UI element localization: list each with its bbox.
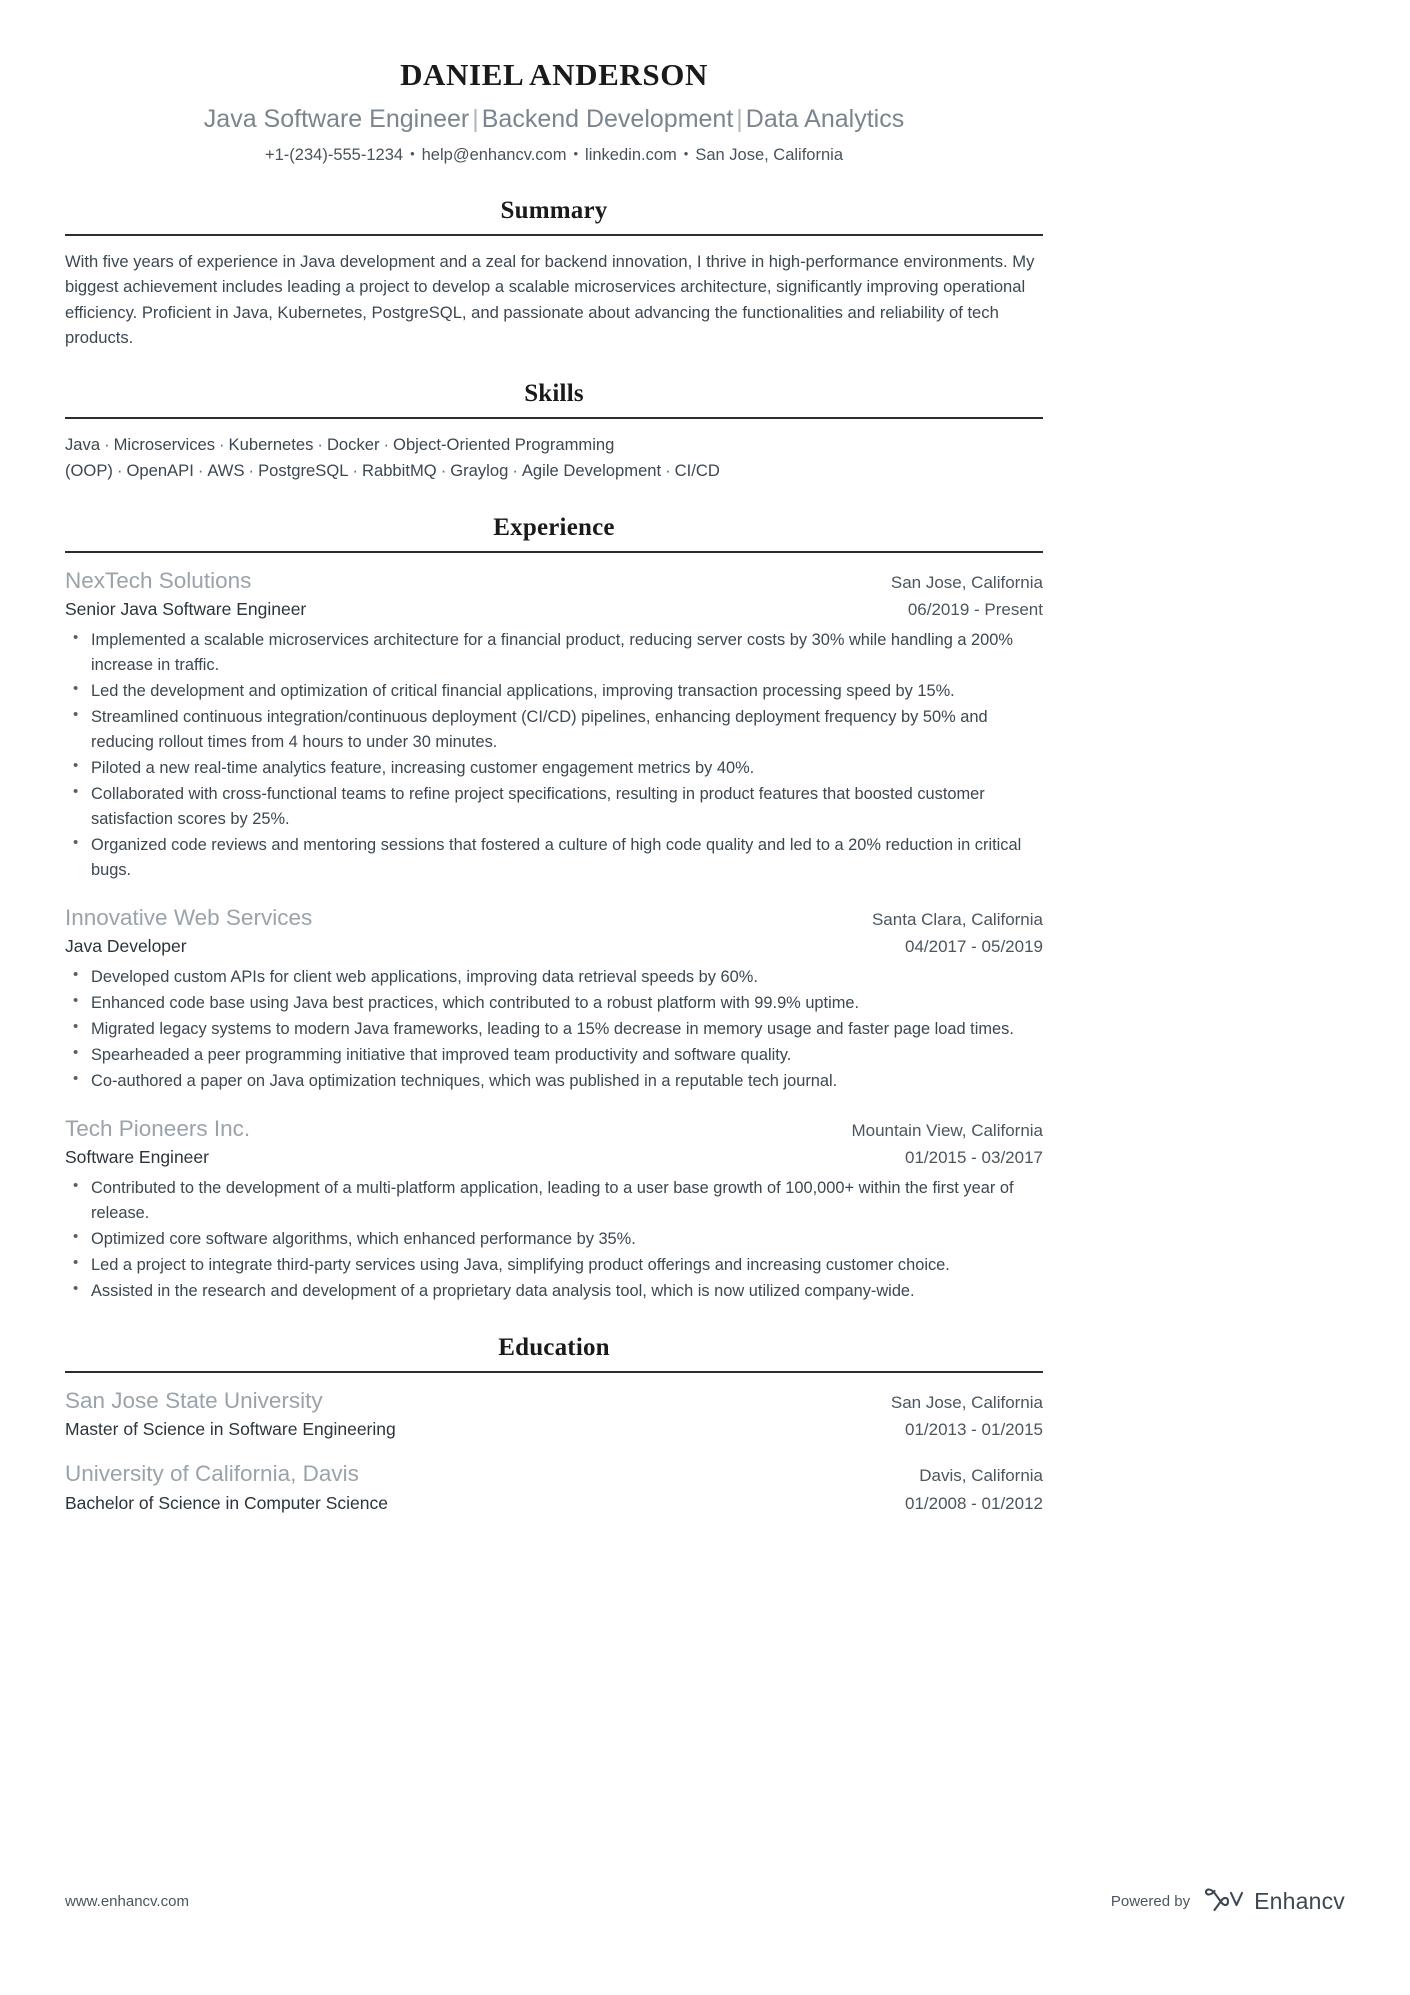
candidate-headline [65,104,1043,135]
achievement-item: • Assisted in the research and development of a proprietary data analysis tool, which is now utilized company-wide. [65,1279,1043,1304]
skill-separator: · [248,461,255,481]
skill-item: Kubernetes [228,435,314,455]
job-title: Senior Java Software Engineer [65,599,307,620]
section-divider [65,234,1043,236]
skill-item: Java [65,435,101,455]
skill-item: CI/CD [674,461,720,481]
achievement-item: • Spearheaded a peer programming initiative that improved team productivity and software quality. [65,1043,1043,1068]
contact-dot-icon: • [410,146,415,162]
skill-separator: · [219,435,225,455]
achievement-item: • Co-authored a paper on Java optimization techniques, which was published in a reputable tech journal. [65,1069,1043,1094]
education-entry [65,1386,1043,1441]
skill-separator: · [317,435,323,455]
contact-location: San Jose, California [695,146,843,165]
enhancv-brand-name: Enhancv [1254,1888,1345,1914]
degree-title: Master of Science in Software Engineering [65,1419,396,1440]
enhancv-brand-mark [1203,1886,1345,1917]
entry-header-row [65,1459,1043,1488]
achievement-item: • Organized code reviews and mentoring sessions that fostered a culture of high code quality and led to a 20% reduction in critical bugs. [65,833,1043,883]
headline-part-2: Data Analytics [745,105,905,134]
experience-entry [65,1114,1043,1304]
entry-subheader-row [65,1146,1043,1169]
achievement-item: • Optimized core software algorithms, which enhanced performance by 35%. [65,1227,1043,1252]
entry-subheader-row [65,935,1043,958]
skill-item: RabbitMQ [361,461,437,481]
job-dates: 06/2019 - Present [907,600,1043,620]
skill-item: Docker [326,435,380,455]
section-divider [65,551,1043,553]
achievement-item: • Piloted a new real-time analytics feature, increasing customer engagement metrics by 40%. [65,756,1043,781]
enhancv-logo-icon [1203,1886,1245,1917]
job-title: Java Developer [65,936,187,957]
powered-by-label: Powered by [1110,1893,1191,1910]
school-location: Davis, California [919,1466,1043,1486]
contact-linkedin[interactable]: linkedin.com [585,146,677,165]
skill-separator: · [665,461,671,481]
skill-item: OpenAPI [126,461,194,481]
skill-item: Graylog [450,461,509,481]
employer-location: Santa Clara, California [871,909,1043,929]
section-experience [65,514,1043,1304]
candidate-name: DANIEL ANDERSON [400,57,708,92]
entry-subheader-row [65,598,1043,621]
achievement-item: • Collaborated with cross-functional teams to refine project specifications, resulting in product features that boosted customer satisfaction scores by 25%. [65,782,1043,832]
headline-separator: | [736,105,743,134]
entry-header-row [65,566,1043,595]
skill-separator: · [440,461,447,481]
skill-item: PostgreSQL [258,461,349,481]
section-heading-experience: Experience [493,514,615,542]
section-divider [65,1371,1043,1373]
section-heading-skills: Skills [524,380,584,408]
contact-line [65,145,1043,166]
employer-location: Mountain View, California [851,1120,1043,1140]
achievement-item: • Enhanced code base using Java best practices, which contributed to a robust platform with 99.9% uptime. [65,991,1043,1016]
experience-entry [65,566,1043,883]
skill-item: Agile Development [521,461,662,481]
job-dates: 01/2015 - 03/2017 [904,1148,1043,1168]
school-name: University of California, Davis [65,1461,359,1487]
section-heading-education: Education [498,1333,610,1361]
achievement-item: • Streamlined continuous integration/continuous deployment (CI/CD) pipelines, enhancing deployment frequency by 50% and reducing rollout times from 4 hours to under 30 minutes. [65,705,1043,755]
education-entry [65,1459,1043,1514]
achievement-item: • Led a project to integrate third-party services using Java, simplifying product offerings and increasing customer choice. [65,1253,1043,1278]
achievement-list [65,628,1043,882]
contact-dot-icon: • [683,146,689,162]
experience-entry [65,903,1043,1094]
achievement-item: • Implemented a scalable microservices architecture for a financial product, reducing server costs by 30% while handling a 200% increase in traffic. [65,628,1043,678]
footer-brand-block [1111,1886,1345,1917]
skill-separator: · [197,461,204,481]
skill-separator: · [116,461,123,481]
section-divider [65,417,1043,419]
degree-dates: 01/2013 - 01/2015 [904,1420,1043,1440]
achievement-item: • Contributed to the development of a multi-platform application, leading to a user base growth of 100,000+ within the first year of release. [65,1176,1043,1226]
summary-text: With five years of experience in Java development and a zeal for backend innovation, I thrive in high-performance environments. My biggest achievement includes leading a project to develop a scalable microservices architecture, significantly improving operational efficiency. Proficient in Java, Kubernetes, PostgreSQL, and passionate about advancing the functionalities and reliability of tech products. [65,251,1035,347]
section-summary [65,197,1043,351]
skill-separator: · [383,435,390,455]
skill-separator: · [104,435,110,455]
headline-separator: | [472,105,479,134]
job-title: Software Engineer [65,1147,209,1168]
school-location: San Jose, California [890,1392,1043,1412]
entry-header-row [65,1114,1043,1143]
employer-name: Tech Pioneers Inc. [65,1115,251,1141]
employer-name: NexTech Solutions [65,568,252,594]
school-name: San Jose State University [65,1387,323,1413]
contact-dot-icon: • [573,146,579,162]
job-dates: 04/2017 - 05/2019 [904,937,1043,957]
achievement-list [65,965,1043,1094]
skills-list [65,432,1043,484]
contact-phone: +1-(234)-555-1234 [265,146,404,165]
entry-subheader-row [65,1418,1043,1441]
degree-dates: 01/2008 - 01/2012 [904,1493,1043,1513]
resume-content [65,0,1043,1515]
experience-entry-list [65,566,1043,1304]
section-skills [65,380,1043,484]
skill-separator: · [352,461,358,481]
section-education [65,1334,1043,1515]
employer-name: Innovative Web Services [65,904,313,930]
skill-separator: · [512,461,518,481]
headline-part-0: Java Software Engineer [203,105,470,134]
skill-item: Object-Oriented Programming (OOP) [65,435,615,481]
entry-header-row [65,1386,1043,1415]
achievement-item: • Led the development and optimization of critical financial applications, improving transaction processing speed by 15%. [65,679,1043,704]
skill-item: Microservices [113,435,216,455]
skill-item: AWS [207,461,245,481]
entry-header-row [65,903,1043,932]
section-heading-summary: Summary [500,196,608,224]
contact-email[interactable]: help@enhancv.com [421,146,567,165]
resume-header [65,56,1043,167]
achievement-item: • Developed custom APIs for client web applications, improving data retrieval speeds by 60%. [65,965,1043,990]
achievement-list [65,1176,1043,1304]
achievement-item: • Migrated legacy systems to modern Java frameworks, leading to a 15% decrease in memory usage and faster page load times. [65,1017,1043,1042]
footer-website-url[interactable]: www.enhancv.com [65,1893,189,1910]
education-entry-list [65,1386,1043,1515]
headline-part-1: Backend Development [481,105,734,134]
page-footer [65,1886,1345,1917]
entry-subheader-row [65,1492,1043,1515]
degree-title: Bachelor of Science in Computer Science [65,1492,388,1513]
employer-location: San Jose, California [890,573,1043,593]
